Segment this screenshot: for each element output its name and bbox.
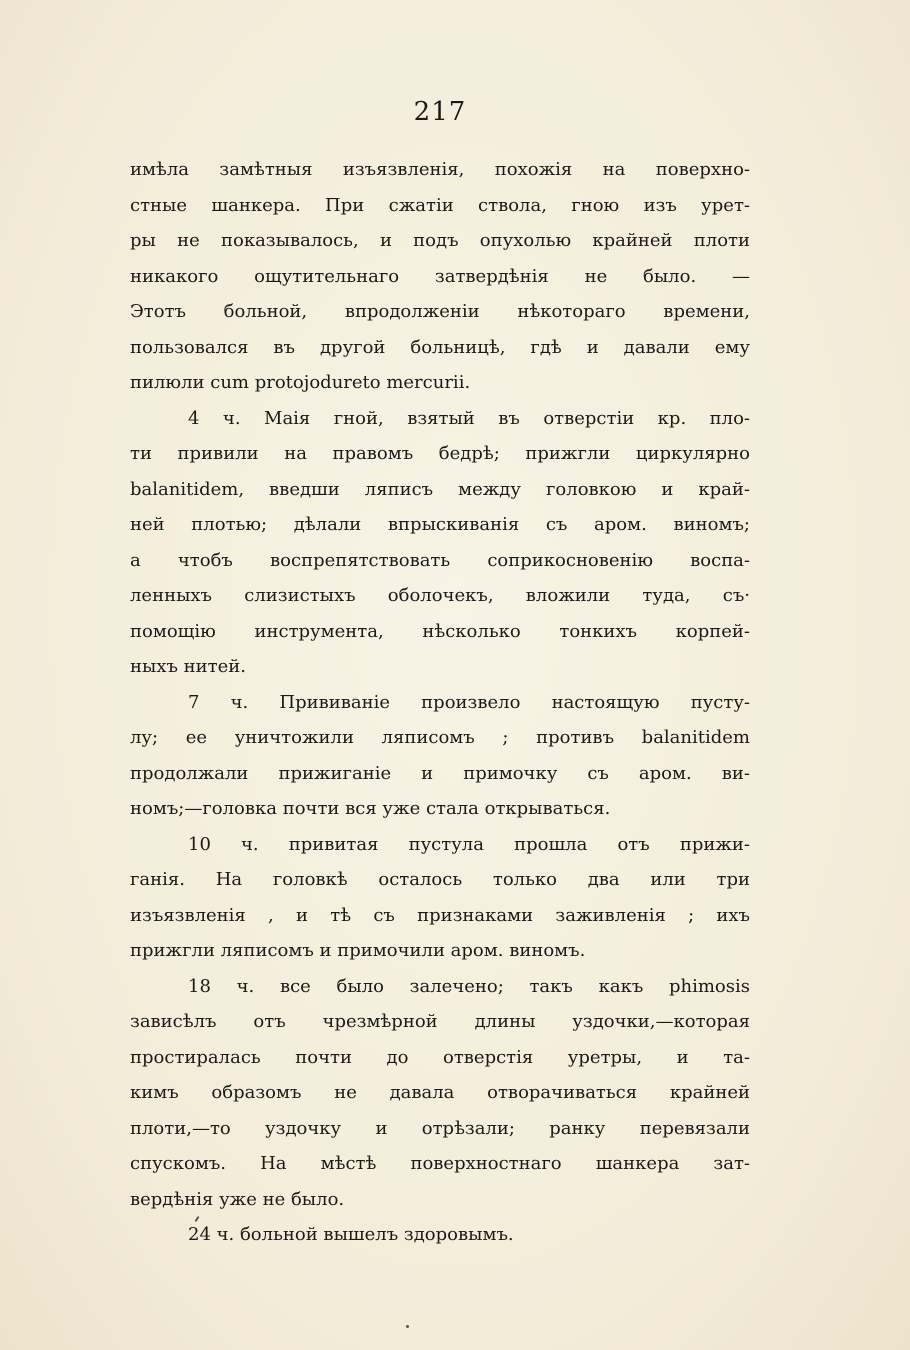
text-line: номъ;—головка почти вся уже стала открываться. <box>130 798 611 819</box>
text-line: вердѣнія уже не было. <box>130 1188 345 1210</box>
text-line: ней плотью; дѣлали впрыскиванія съ ар͏ом. виномъ; <box>130 514 750 535</box>
text-line: помощію инструмента, нѣсколько тонкихъ корпей- <box>130 620 750 642</box>
text-line: 7 ч. Прививаніе произвело настоящую пусту- <box>188 691 750 713</box>
text-line: ти привили на правомъ бедрѣ; прижгли циркулярно <box>130 443 750 464</box>
text-line: пользовался въ другой больницѣ, гдѣ и давали ему <box>130 336 750 358</box>
text-line: имѣла замѣтныя изъязвленія, похожія на поверхно- <box>130 159 750 180</box>
text-line: изъязвленія , и тѣ съ признаками заживленія ; ихъ <box>130 904 750 926</box>
text-line: ганія. На головкѣ осталось только два или три <box>130 869 750 890</box>
text-line: Этотъ больной, впродолженіи нѣкотораго времени, <box>130 301 750 322</box>
text-line: ныхъ нитей. <box>130 656 246 677</box>
text-line: зависѣлъ отъ чрезмѣрной длины уздочки,—которая <box>130 1011 750 1032</box>
text-line: ленныхъ слизистыхъ оболочекъ, вложили туда, съ· <box>130 585 750 606</box>
page-number: 217 <box>413 97 467 127</box>
paragraph <box>130 152 750 401</box>
text-block <box>130 152 750 1253</box>
text-line: лу; ее уничтожили ляписомъ ; противъ balanitidem <box>130 727 750 748</box>
paragraph <box>130 685 750 827</box>
text-line: 24 ч. больной вышелъ здоровымъ. <box>188 1224 514 1245</box>
text-line: ры не показывалось, и подъ опухолью крайней плоти <box>130 230 750 251</box>
text-line: спускомъ. На мѣстѣ поверхностнаго шанкера зат- <box>130 1153 750 1174</box>
text-line: продолжали прижиганіе и примочку съ ар͏ом. ви- <box>130 762 750 784</box>
text-line: пилюли cum protojodureto mercurii. <box>130 372 471 393</box>
text-line: 10 ч. привитая пустула прошла отъ прижи- <box>188 833 750 855</box>
page-body <box>130 90 750 1253</box>
text-line: никакого ощутительнаго затвердѣнія не было. — <box>130 265 750 287</box>
specks <box>406 1325 409 1328</box>
text-line: 4 ч. Маія гной, взятый въ отверстіи кр. пло- <box>188 407 750 429</box>
text-line: balanitidem, введши ляписъ между головкою и край- <box>130 478 750 500</box>
paragraph <box>130 969 750 1218</box>
paragraph <box>130 401 750 685</box>
text-line: прижгли ляписомъ и примочили ар͏ом. виномъ. <box>130 940 586 961</box>
text-line: простиралась почти до отверстія уретры, и та- <box>130 1046 750 1068</box>
paragraph <box>130 1217 750 1253</box>
text-line: плоти,—то уздочку и отрѣзали; ранку перевязали <box>130 1117 750 1139</box>
text-line: 18 ч. все было залечено; такъ какъ phimosis <box>188 975 750 997</box>
text-line: а чтобъ воспрепятствовать соприкосновенію воспа- <box>130 549 750 571</box>
text-line: стные шанкера. При сжатіи ствола, гною изъ урет- <box>130 194 750 216</box>
paragraph <box>130 827 750 969</box>
text-line: кимъ образомъ не давала отворачиваться крайней <box>130 1082 750 1103</box>
